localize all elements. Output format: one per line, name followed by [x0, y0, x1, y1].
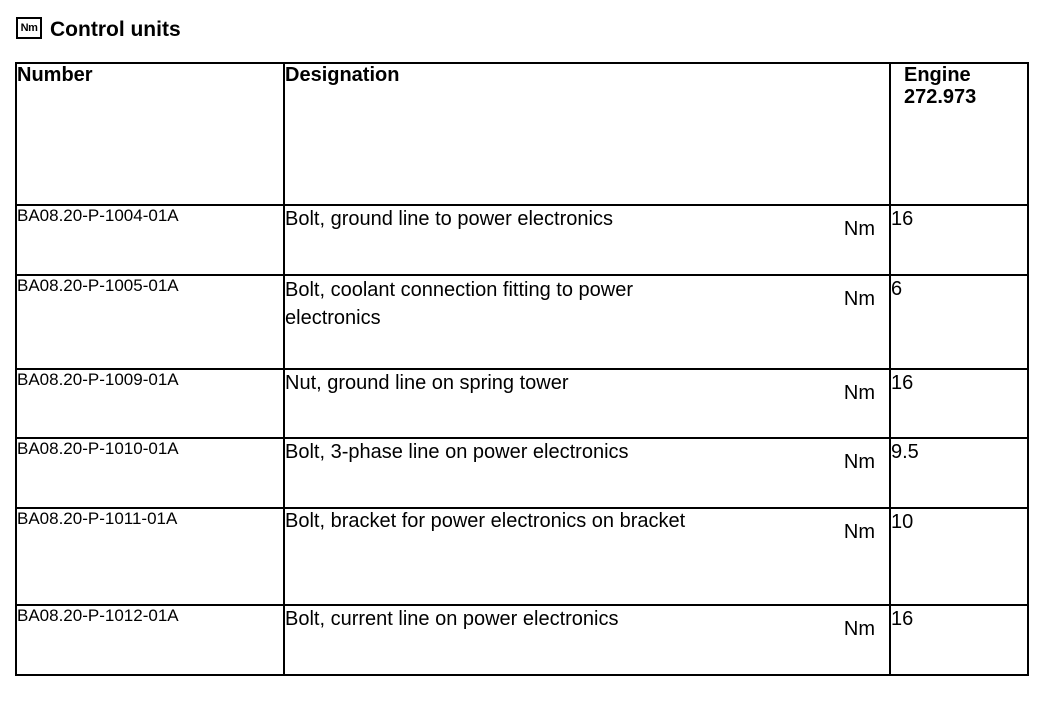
row-designation: Bolt, ground line to power electronics [285, 208, 613, 230]
table-row [16, 508, 1028, 605]
row-value: 10 [890, 508, 1028, 605]
row-number: BA08.20-P-1011-01A [16, 508, 284, 605]
table-row [16, 605, 1028, 675]
column-header-number: Number [16, 63, 284, 205]
engine-code: 272.973 [904, 86, 977, 108]
row-unit: Nm [843, 288, 875, 310]
row-value: 9.5 [890, 438, 1028, 508]
row-designation: Bolt, 3-phase line on power electronics [285, 441, 629, 463]
table-row [16, 369, 1028, 438]
row-designation: Bolt, current line on power electronics [285, 608, 619, 630]
row-unit: Nm [843, 618, 875, 640]
table-row [16, 205, 1028, 275]
row-unit: Nm [843, 451, 875, 473]
engine-label: Engine [904, 64, 971, 86]
column-header-engine [890, 63, 1028, 205]
table-row [16, 438, 1028, 508]
page-header [16, 16, 181, 44]
row-value: 6 [890, 275, 1028, 369]
row-unit: Nm [843, 218, 875, 240]
row-number: BA08.20-P-1010-01A [16, 438, 284, 508]
torque-spec-table [15, 62, 1029, 676]
row-designation: Nut, ground line on spring tower [285, 372, 569, 394]
row-designation: Bolt, bracket for power electronics on bracket [285, 510, 686, 532]
row-value: 16 [890, 605, 1028, 675]
row-designation-cell [284, 369, 890, 438]
row-designation-cell [284, 438, 890, 508]
torque-nm-icon: Nm [16, 17, 42, 39]
row-unit: Nm [843, 521, 875, 543]
row-value: 16 [890, 205, 1028, 275]
row-designation: Bolt, coolant connection fitting to power electronics [285, 279, 633, 329]
row-designation-cell [284, 605, 890, 675]
row-number: BA08.20-P-1012-01A [16, 605, 284, 675]
column-header-designation: Designation [284, 63, 890, 205]
row-designation-cell [284, 205, 890, 275]
row-designation-cell [284, 275, 890, 369]
row-number: BA08.20-P-1004-01A [16, 205, 284, 275]
row-designation-cell [284, 508, 890, 605]
row-number: BA08.20-P-1009-01A [16, 369, 284, 438]
table-header-row [16, 63, 1028, 205]
row-value: 16 [890, 369, 1028, 438]
table-row [16, 275, 1028, 369]
page-title: Control units [50, 18, 181, 41]
row-number: BA08.20-P-1005-01A [16, 275, 284, 369]
row-unit: Nm [843, 382, 875, 404]
